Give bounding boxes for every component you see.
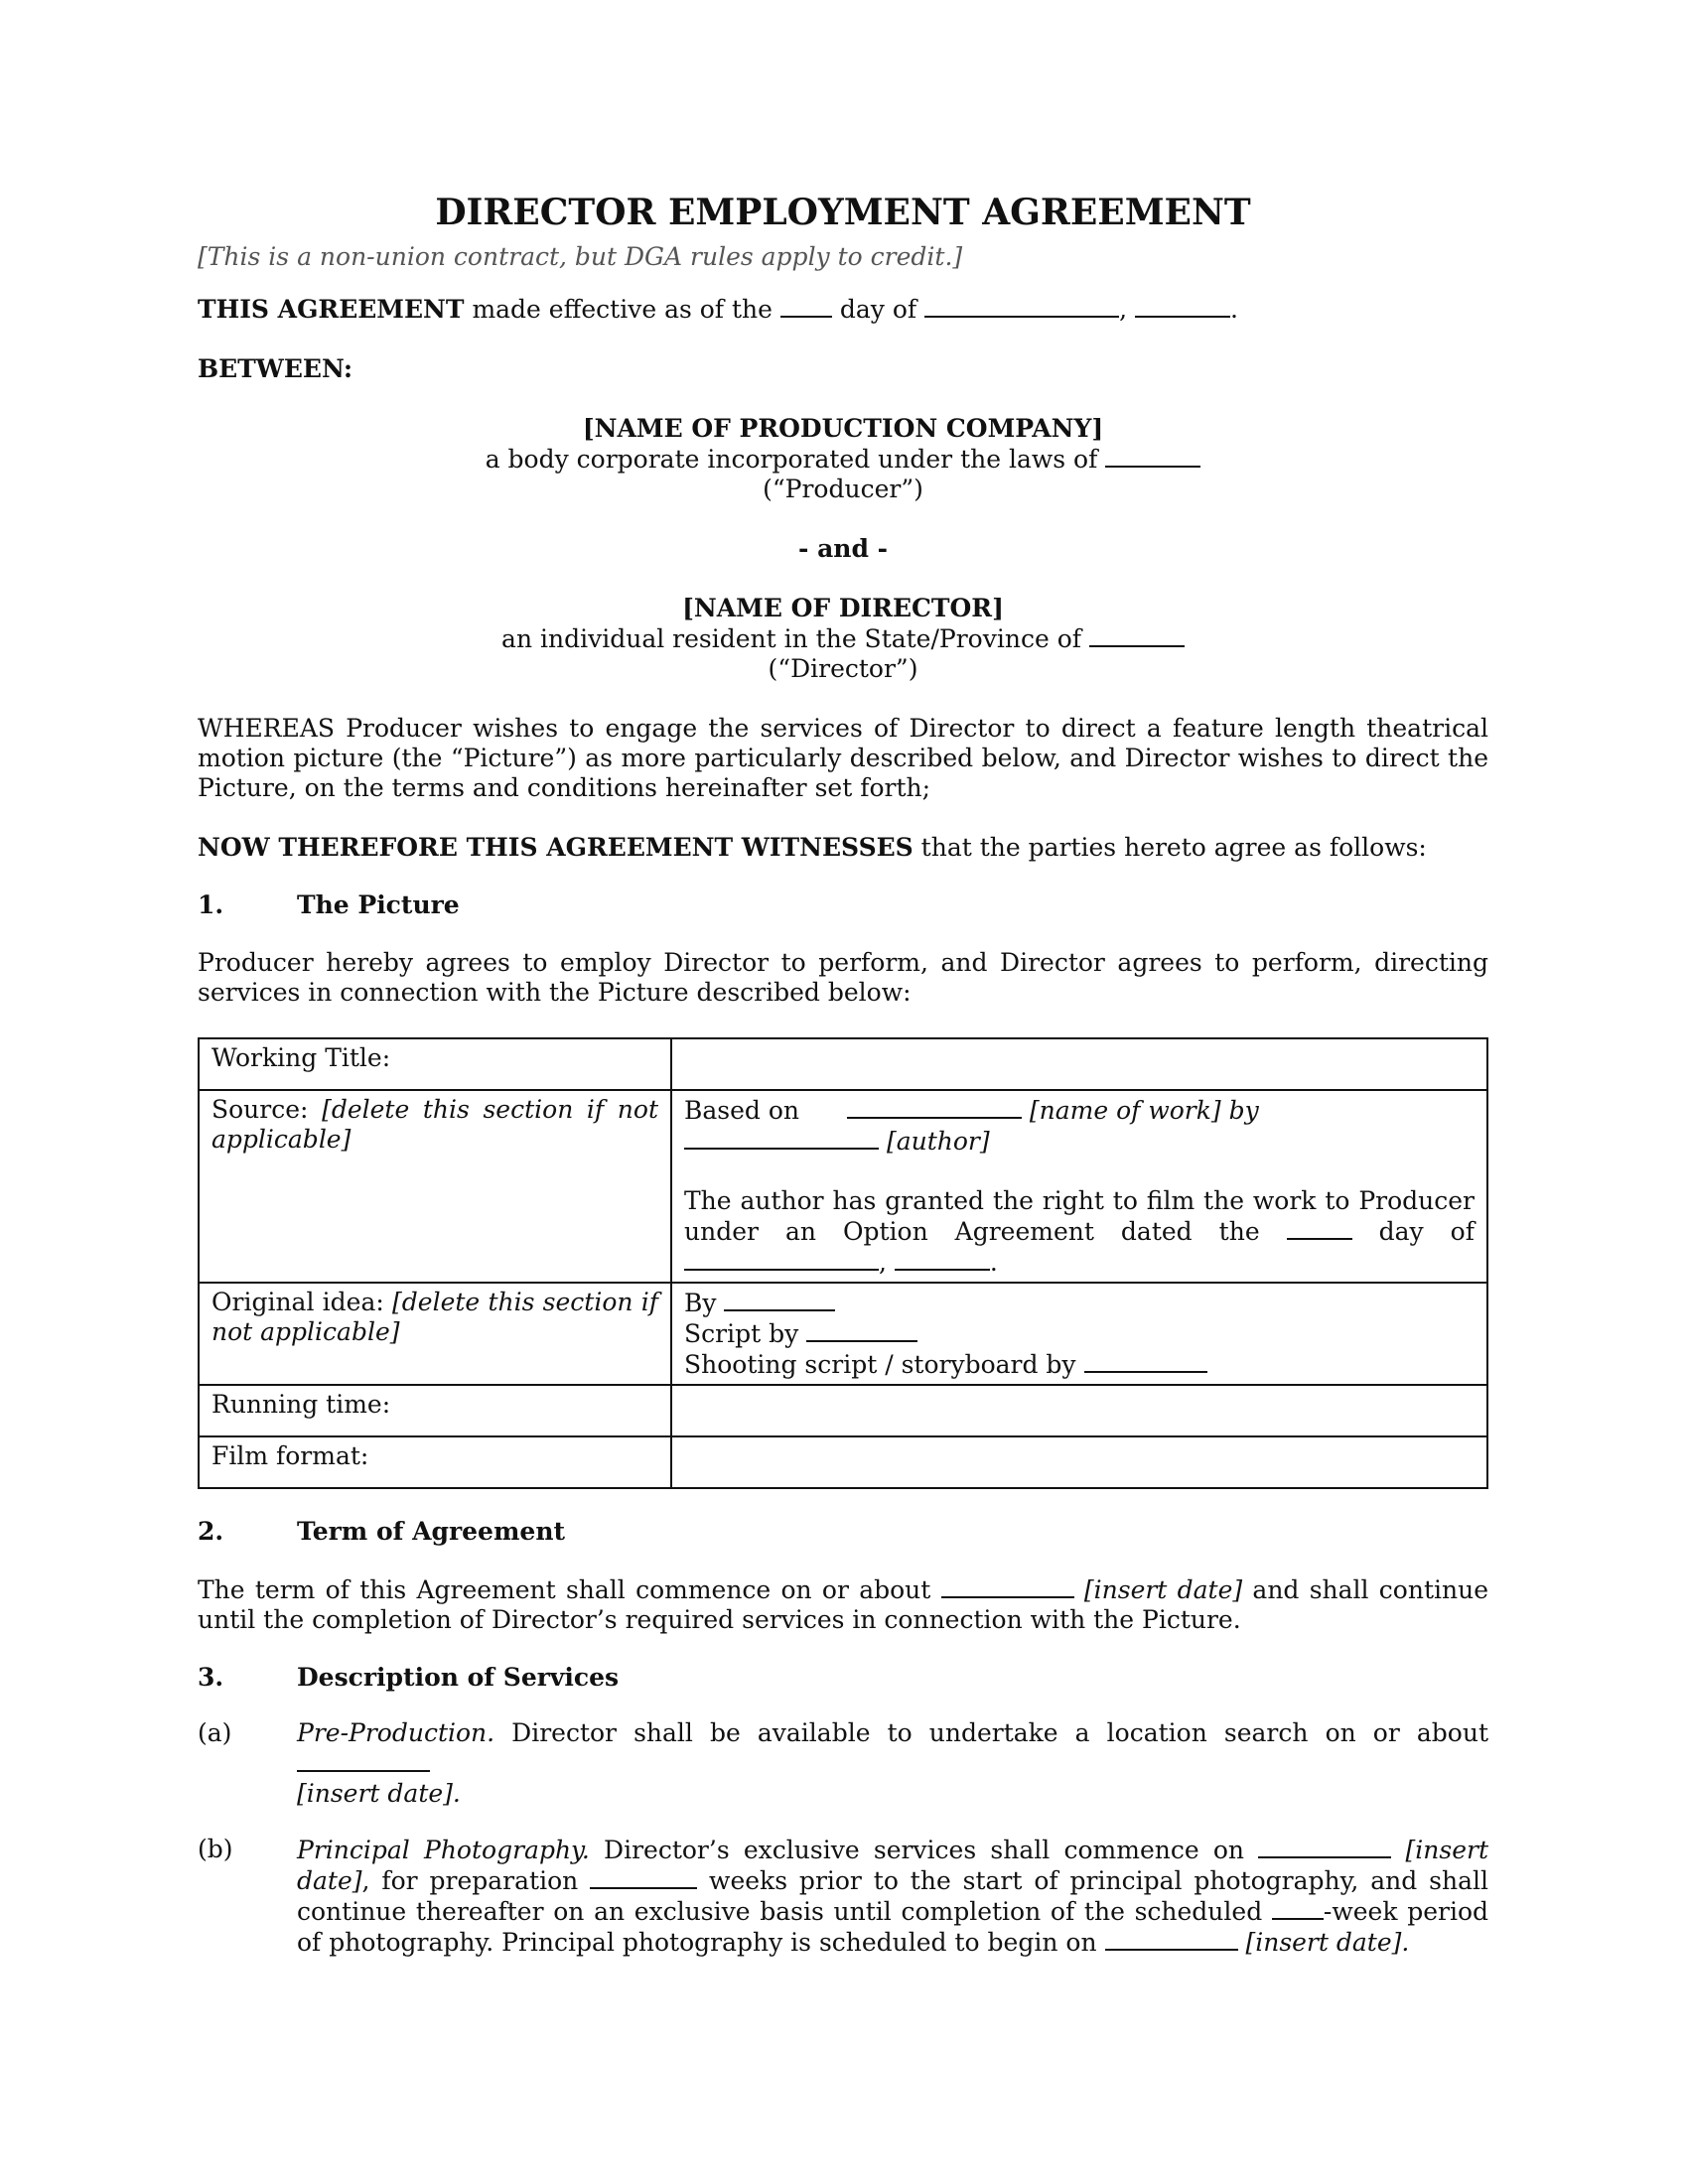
original-idea-value-cell: [671, 1283, 1487, 1385]
and-separator: - and -: [797, 534, 888, 563]
script-by-line: [684, 1318, 1475, 1349]
intro-text: .: [1229, 295, 1238, 324]
clause-text: -week period of photography. Principal photography is scheduled to begin on: [297, 1897, 1488, 1957]
producer-alias: (“Producer”): [763, 475, 923, 503]
list-item: [198, 1835, 1488, 1958]
by-text: By: [684, 1289, 725, 1317]
term-note: [insert date]: [1073, 1575, 1243, 1604]
section-title: Term of Agreement: [297, 1517, 566, 1546]
director-residence-blank[interactable]: [1089, 623, 1185, 647]
source-name-note: [name of work] by: [1021, 1096, 1259, 1125]
day-blank[interactable]: [780, 294, 832, 318]
clause-title: Pre-Production.: [297, 1718, 495, 1747]
shooting-script-text: Shooting script / storyboard by: [684, 1350, 1084, 1379]
source-based-text: Based on: [684, 1096, 807, 1125]
term-text: and shall continue until the completion of Director’s required services in connection with the Picture.: [198, 1575, 1488, 1634]
term-text: The term of this Agreement shall commence on or about: [198, 1575, 941, 1604]
source-based-line: [684, 1095, 1475, 1157]
source-label-cell: [199, 1090, 671, 1283]
witnesses-lead: NOW THEREFORE THIS AGREEMENT WITNESSES: [198, 833, 914, 862]
working-title-value[interactable]: [671, 1038, 1487, 1090]
section-1-body: Producer hereby agrees to employ Director to perform, and Director agrees to perform, directing services in connection with the Picture described below:: [198, 948, 1488, 1007]
film-format-label: Film format:: [199, 1436, 671, 1488]
photography-weeks-blank[interactable]: [1272, 1896, 1324, 1920]
producer-jurisdiction-blank[interactable]: [1105, 444, 1200, 468]
picture-details-table: [198, 1037, 1488, 1489]
by-blank[interactable]: [724, 1288, 835, 1311]
table-row: [199, 1436, 1487, 1488]
intro-text: ,: [1119, 295, 1135, 324]
clause-text: weeks prior to the start of principal photography, and shall continue thereafter on an exclusive basis until completion of the scheduled: [297, 1866, 1489, 1926]
by-line: [684, 1288, 1475, 1318]
photography-start-blank[interactable]: [1105, 1927, 1238, 1951]
option-text: day of: [1351, 1217, 1475, 1246]
clause-title: Principal Photography.: [297, 1836, 590, 1864]
section-title: Description of Services: [297, 1663, 620, 1692]
clause-text: Director shall be available to undertake a location search on or about: [494, 1718, 1488, 1747]
prep-weeks-blank[interactable]: [590, 1865, 697, 1889]
table-row: [199, 1283, 1487, 1385]
section-2-body: [198, 1574, 1488, 1635]
whereas-recital: WHEREAS Producer wishes to engage the services of Director to direct a feature length theatrical motion picture (the “Picture”) as more particularly described below, and Director wishes to direct the Picture, on the terms and conditions hereinafter set forth;: [198, 714, 1488, 802]
author-blank[interactable]: [684, 1126, 879, 1150]
document-subtitle: [This is a non-union contract, but DGA rules apply to credit.]: [198, 242, 963, 271]
director-alias: (“Director”): [768, 654, 918, 683]
original-idea-label-cell: [199, 1283, 671, 1385]
services-start-blank[interactable]: [1258, 1835, 1391, 1858]
producer-name: [NAME OF PRODUCTION COMPANY]: [582, 414, 1104, 443]
table-row: [199, 1090, 1487, 1283]
option-text: .: [989, 1248, 998, 1277]
source-value-cell: [671, 1090, 1487, 1283]
director-desc-text: an individual resident in the State/Province of: [501, 624, 1089, 653]
running-time-label: Running time:: [199, 1385, 671, 1436]
between-text: BETWEEN:: [198, 354, 353, 383]
witnesses-text: that the parties hereto agree as follows:: [913, 833, 1427, 862]
intro-text: made effective as of the: [464, 295, 780, 324]
party-director: [198, 594, 1488, 684]
clause-text: Director’s exclusive services shall commence on: [589, 1836, 1259, 1864]
producer-desc-text: a body corporate incorporated under the laws of: [485, 445, 1106, 474]
option-day-blank[interactable]: [1287, 1216, 1352, 1240]
section-2-heading: [198, 1517, 1488, 1547]
section-number: 3.: [198, 1663, 224, 1692]
work-name-blank[interactable]: [847, 1095, 1022, 1119]
option-month-blank[interactable]: [684, 1247, 879, 1271]
pre-production-clause: [297, 1718, 1488, 1809]
clause-text: , for preparation: [361, 1866, 591, 1895]
table-row: [199, 1038, 1487, 1090]
party-producer: [198, 414, 1488, 504]
month-blank[interactable]: [924, 294, 1119, 318]
source-label: Source:: [211, 1095, 323, 1124]
list-item: [198, 1718, 1488, 1809]
clause-note: [insert date].: [1237, 1928, 1410, 1957]
clause-note: [insert date]: [297, 1836, 1488, 1895]
shooting-script-blank[interactable]: [1084, 1349, 1207, 1373]
script-by-blank[interactable]: [806, 1318, 917, 1342]
section-3-heading: [198, 1663, 1488, 1693]
director-name: [NAME OF DIRECTOR]: [682, 594, 1004, 622]
source-author-note: [author]: [879, 1127, 990, 1156]
year-blank[interactable]: [1135, 294, 1230, 318]
section-number: 2.: [198, 1517, 224, 1546]
intro-lead: THIS AGREEMENT: [198, 295, 465, 324]
option-year-blank[interactable]: [895, 1247, 990, 1271]
section-number: 1.: [198, 890, 224, 919]
intro-text: day of: [831, 295, 925, 324]
list-marker: (b): [198, 1835, 233, 1863]
section-title: The Picture: [297, 890, 460, 919]
section-1-heading: [198, 890, 1488, 920]
script-by-text: Script by: [684, 1319, 807, 1348]
original-idea-label: Original idea:: [211, 1288, 393, 1316]
agreement-intro: [198, 294, 1488, 325]
term-start-blank[interactable]: [941, 1574, 1074, 1598]
shooting-script-line: [684, 1349, 1475, 1380]
witnesses-clause: [198, 833, 1488, 863]
table-row: [199, 1385, 1487, 1436]
document-body: [198, 191, 1488, 1958]
list-marker: (a): [198, 1718, 232, 1747]
document-title: DIRECTOR EMPLOYMENT AGREEMENT: [435, 192, 1251, 233]
film-format-value[interactable]: [671, 1436, 1487, 1488]
director-description: [198, 623, 1488, 654]
principal-photography-clause: [297, 1835, 1488, 1958]
producer-description: [198, 444, 1488, 475]
location-search-date-blank[interactable]: [297, 1748, 430, 1772]
working-title-label: Working Title:: [199, 1038, 671, 1090]
running-time-value[interactable]: [671, 1385, 1487, 1436]
original-idea-note: [delete this section if not applicable]: [211, 1288, 658, 1346]
clause-note: [insert date].: [297, 1779, 461, 1808]
source-option-line: [684, 1186, 1475, 1278]
between-label: [198, 354, 1488, 384]
option-text: ,: [879, 1248, 895, 1277]
option-text: The author has granted the right to film the work to Producer under an Option Agreement dated the: [684, 1186, 1475, 1246]
source-note: [delete this section if not applicable]: [211, 1095, 658, 1154]
